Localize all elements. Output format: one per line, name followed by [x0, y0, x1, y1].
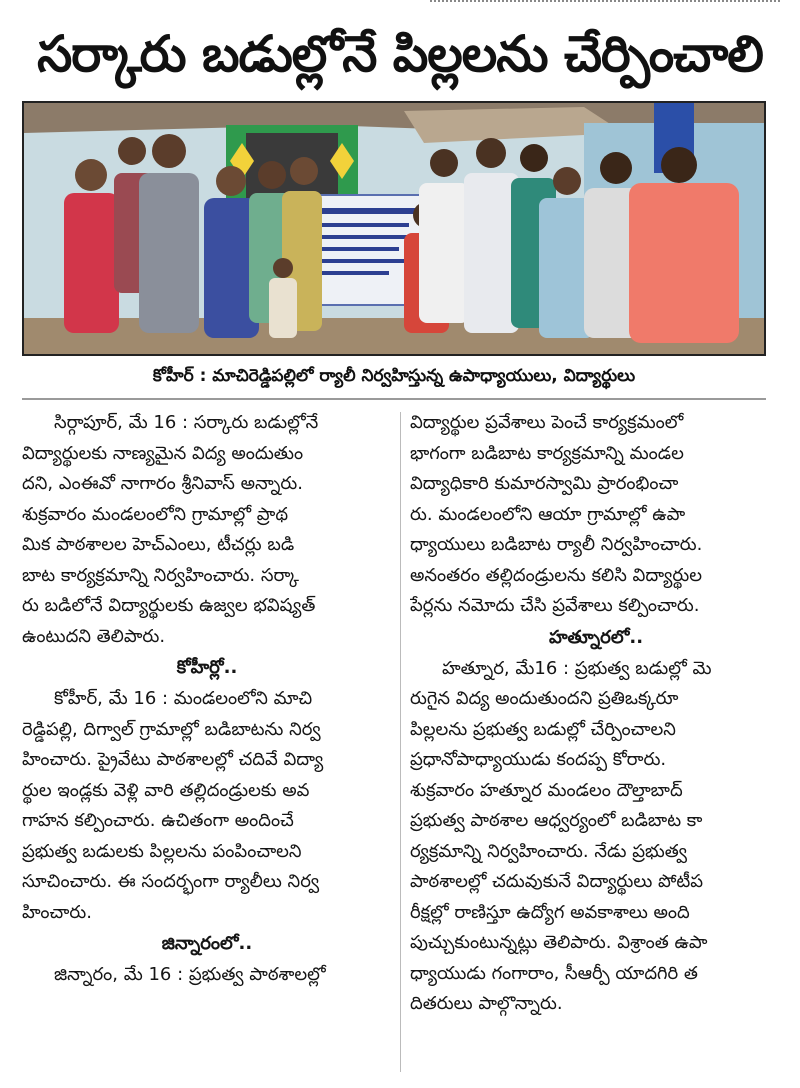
- article-line: రు బడిలోనే విద్యార్థులకు ఉజ్వల భవిష్యత్: [22, 595, 316, 616]
- article-line: విద్యార్థుల ప్రవేశాలు పెంచే కార్యక్రమంలో: [410, 412, 684, 433]
- article-line: ప్రభుత్వ బడులకు పిల్లలను పంపించాలని: [22, 840, 302, 862]
- article-line: హించారు. ప్రైవేటు పాఠశాలల్లో చదివే విద్యా: [22, 749, 324, 770]
- article-line: శుక్రవారం హత్నూర మండలం దౌల్తాబాద్: [410, 779, 683, 801]
- article-line: హించారు.: [22, 901, 92, 923]
- article-line: ప్రధానోపాధ్యాయుడు కందప్ప కోరారు.: [410, 749, 667, 770]
- article-line: రుగైన విద్య అందుతుందని ప్రతిఒక్కరూ: [410, 688, 679, 709]
- article-line: విద్యార్థులకు నాణ్యమైన విద్య అందుతుం: [22, 442, 304, 464]
- article-line: దని, ఎంఈవో నాగారం శ్రీనివాస్ అన్నారు.: [22, 473, 303, 494]
- article-line: శుక్రవారం మండలంలోని గ్రామాల్లో ప్రాథ: [22, 503, 289, 525]
- article-line: రీక్షల్లో రాణిస్తూ ఉద్యోగ అవకాశాలు అంది: [410, 901, 690, 923]
- article-line: పుచ్చుకుంటున్నట్లు తెలిపారు. విశ్రాంత ఉపా: [410, 932, 708, 953]
- article-line: మిక పాఠశాలల హెచ్ఎంలు, టీచర్లు బడి: [22, 534, 295, 555]
- article-line: భాగంగా బడిబాట కార్యక్రమాన్ని మండల: [410, 442, 684, 464]
- article-line: ఉంటుదని తెలిపారు.: [22, 625, 166, 647]
- photo-caption: కోహీర్ : మాచిరెడ్డిపల్లిలో ర్యాలీ నిర్వహిస్తున్న ఉపాధ్యాయులు, విద్యార్థులు: [152, 366, 636, 386]
- article-line: సూచించారు. ఈ సందర్భంగా ర్యాలీలు నిర్వ: [22, 871, 320, 892]
- article-line: దితరులు పాల్గొన్నారు.: [410, 993, 563, 1014]
- article-line: ధ్యాయులు బడిబాట ర్యాలీ నిర్వహించారు.: [410, 534, 703, 555]
- article-line: సిర్గాపూర్, మే 16 : సర్కారు బడుల్లోనే: [54, 412, 319, 433]
- article-line: రు. మండలంలోని ఆయా గ్రామాల్లో ఉపా: [410, 503, 686, 525]
- caption-divider: [22, 398, 766, 400]
- article-line: పేర్లను నమోదు చేసి ప్రవేశాలు కల్పించారు.: [410, 595, 700, 616]
- article-line: ధ్యాయుడు గంగారాం, సీఆర్పీ యాదగిరి త: [410, 962, 698, 984]
- column-divider: [400, 412, 401, 1072]
- headline: సర్కారు బడుల్లోనే పిల్లలను చేర్పించాలి: [37, 25, 763, 83]
- article-line: గాహన కల్పించారు. ఉచితంగా అందించే: [22, 810, 294, 831]
- left-column: [22, 408, 392, 991]
- subheading-hathnoora: హత్నూరలో..: [548, 626, 644, 648]
- article-line: ర్థుల ఇండ్లకు వెళ్లి వారి తల్లిదండ్రులకు అవ: [22, 779, 310, 801]
- article-line: ర్యక్రమాన్ని నిర్వహించారు. నేడు ప్రభుత్వ: [410, 840, 687, 862]
- right-column: [410, 408, 782, 1020]
- article-line: బాట కార్యక్రమాన్ని నిర్వహించారు. సర్కా: [22, 564, 299, 586]
- subheading-jinnaram: జిన్నారంలో..: [161, 933, 253, 954]
- top-dotted-rule: [430, 0, 780, 5]
- news-photo: [22, 101, 766, 356]
- article-line: పాఠశాలల్లో చదువుకునే విద్యార్థులు పోటీప: [410, 871, 704, 892]
- article-line: జిన్నారం, మే 16 : ప్రభుత్వ పాఠశాలల్లో: [54, 964, 326, 985]
- article-line: కోహీర్, మే 16 : మండలంలోని మాచి: [54, 688, 313, 709]
- article-line: రెడ్డిపల్లి, దిగ్వాల్ గ్రామాల్లో బడిబాటను నిర్వ: [22, 718, 321, 740]
- article-line: ప్రభుత్వ పాఠశాల ఆధ్వర్యంలో బడిబాట కా: [410, 810, 703, 831]
- article-line: అనంతరం తల్లిదండ్రులను కలిసి విద్యార్థుల: [410, 564, 702, 586]
- article-line: విద్యాధికారి కుమారస్వామి ప్రారంభించా: [410, 473, 679, 494]
- article-line: హత్నూర, మే16 : ప్రభుత్వ బడుల్లో మె: [442, 657, 712, 679]
- article-line: పిల్లలను ప్రభుత్వ బడుల్లో చేర్పించాలని: [410, 718, 676, 740]
- subheading-kohir: కోహీర్లో..: [176, 657, 238, 678]
